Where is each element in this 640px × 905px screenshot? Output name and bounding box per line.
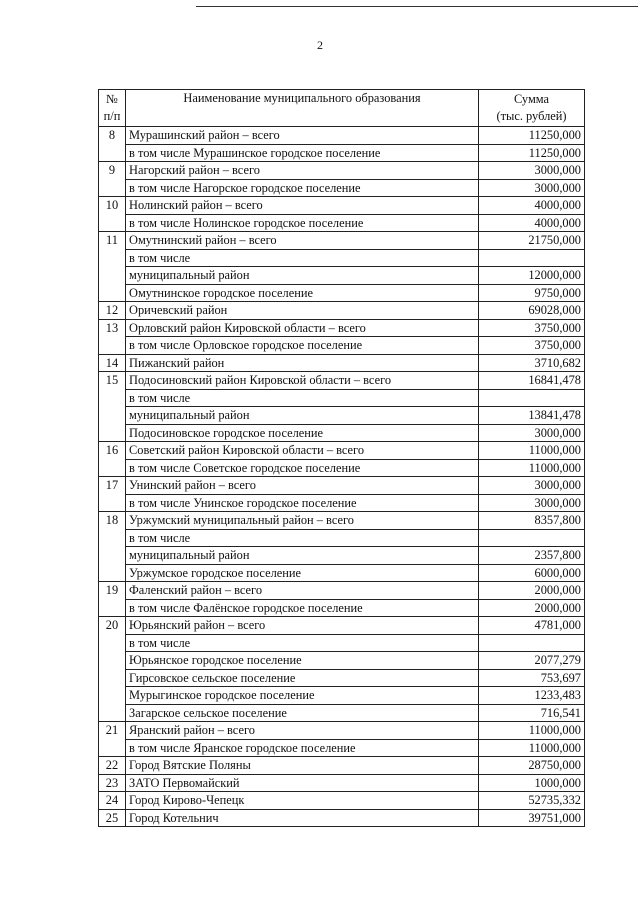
- row-name: в том числе Орловское городское поселение: [126, 337, 479, 355]
- row-number: [99, 704, 126, 722]
- row-number: 9: [99, 162, 126, 180]
- row-name: в том числе Советское городское поселение: [126, 459, 479, 477]
- table-row: [99, 319, 585, 337]
- table-row: [99, 337, 585, 355]
- row-sum: [479, 634, 585, 652]
- table-row: [99, 599, 585, 617]
- table-row: [99, 547, 585, 565]
- table-row: [99, 494, 585, 512]
- row-name: Город Вятские Поляны: [126, 757, 479, 775]
- row-number: 13: [99, 319, 126, 337]
- table-row: [99, 704, 585, 722]
- table-header-row: [99, 90, 585, 127]
- row-number: [99, 179, 126, 197]
- row-number: [99, 214, 126, 232]
- row-sum: 4781,000: [479, 617, 585, 635]
- row-sum: 8357,800: [479, 512, 585, 530]
- row-number: 24: [99, 792, 126, 810]
- row-name: Фаленский район – всего: [126, 582, 479, 600]
- row-sum: [479, 249, 585, 267]
- row-name: в том числе: [126, 249, 479, 267]
- row-number: [99, 389, 126, 407]
- row-number: [99, 407, 126, 425]
- row-sum: 11000,000: [479, 722, 585, 740]
- row-name: в том числе Нолинское городское поселение: [126, 214, 479, 232]
- row-number: 11: [99, 232, 126, 250]
- budget-table: [98, 89, 585, 827]
- row-name: Омутнинское городское поселение: [126, 284, 479, 302]
- row-name: Загарское сельское поселение: [126, 704, 479, 722]
- table-row: [99, 512, 585, 530]
- table-row: [99, 372, 585, 390]
- row-sum: 3000,000: [479, 424, 585, 442]
- row-sum: 3000,000: [479, 477, 585, 495]
- header-number-line1: №: [106, 92, 118, 106]
- row-name: Подосиновский район Кировской области – всего: [126, 372, 479, 390]
- row-number: 8: [99, 127, 126, 145]
- header-sum: [479, 90, 585, 127]
- table-row: [99, 249, 585, 267]
- table-row: [99, 424, 585, 442]
- row-number: 23: [99, 774, 126, 792]
- row-name: в том числе Нагорское городское поселение: [126, 179, 479, 197]
- table-row: [99, 214, 585, 232]
- row-name: в том числе: [126, 529, 479, 547]
- row-name: Нагорский район – всего: [126, 162, 479, 180]
- table-row: [99, 757, 585, 775]
- row-name: Советский район Кировской области – всего: [126, 442, 479, 460]
- row-sum: 16841,478: [479, 372, 585, 390]
- row-sum: 1000,000: [479, 774, 585, 792]
- row-sum: 39751,000: [479, 809, 585, 827]
- table-row: [99, 739, 585, 757]
- row-sum: 11000,000: [479, 459, 585, 477]
- row-name: Город Кирово-Чепецк: [126, 792, 479, 810]
- row-number: [99, 249, 126, 267]
- row-sum: 2077,279: [479, 652, 585, 670]
- row-number: 14: [99, 354, 126, 372]
- row-name: Уржумский муниципальный район – всего: [126, 512, 479, 530]
- table-row: [99, 529, 585, 547]
- row-number: 20: [99, 617, 126, 635]
- row-name: в том числе Фалёнское городское поселение: [126, 599, 479, 617]
- row-sum: [479, 389, 585, 407]
- row-name: Оричевский район: [126, 302, 479, 320]
- row-number: [99, 529, 126, 547]
- row-name: ЗАТО Первомайский: [126, 774, 479, 792]
- row-number: 21: [99, 722, 126, 740]
- row-number: [99, 459, 126, 477]
- table-row: [99, 232, 585, 250]
- row-sum: 52735,332: [479, 792, 585, 810]
- row-sum: 69028,000: [479, 302, 585, 320]
- row-sum: 716,541: [479, 704, 585, 722]
- table-body: [99, 127, 585, 827]
- row-name: муниципальный район: [126, 407, 479, 425]
- table-row: [99, 284, 585, 302]
- row-number: [99, 739, 126, 757]
- row-name: в том числе: [126, 389, 479, 407]
- row-sum: 21750,000: [479, 232, 585, 250]
- row-number: [99, 634, 126, 652]
- row-sum: 9750,000: [479, 284, 585, 302]
- row-sum: 753,697: [479, 669, 585, 687]
- header-sum-line2: (тыс. рублей): [496, 109, 567, 123]
- top-rule: [196, 6, 638, 7]
- header-name: Наименование муниципального образования: [126, 90, 479, 127]
- page-number: 2: [317, 38, 323, 52]
- table-row: [99, 564, 585, 582]
- row-number: [99, 267, 126, 285]
- row-number: [99, 599, 126, 617]
- table-row: [99, 442, 585, 460]
- table-row: [99, 774, 585, 792]
- row-sum: 6000,000: [479, 564, 585, 582]
- row-name: в том числе Мурашинское городское поселение: [126, 144, 479, 162]
- table-row: [99, 634, 585, 652]
- row-name: Мурыгинское городское поселение: [126, 687, 479, 705]
- row-sum: 3000,000: [479, 162, 585, 180]
- row-number: 16: [99, 442, 126, 460]
- table-row: [99, 197, 585, 215]
- table-row: [99, 162, 585, 180]
- row-name: Юрьянское городское поселение: [126, 652, 479, 670]
- row-name: Юрьянский район – всего: [126, 617, 479, 635]
- row-name: Гирсовское сельское поселение: [126, 669, 479, 687]
- row-number: 17: [99, 477, 126, 495]
- row-sum: 1233,483: [479, 687, 585, 705]
- row-sum: 11000,000: [479, 442, 585, 460]
- header-number: [99, 90, 126, 127]
- table-row: [99, 687, 585, 705]
- row-number: [99, 547, 126, 565]
- row-sum: 2000,000: [479, 599, 585, 617]
- table-row: [99, 722, 585, 740]
- row-name: муниципальный район: [126, 267, 479, 285]
- row-name: Нолинский район – всего: [126, 197, 479, 215]
- table-row: [99, 179, 585, 197]
- row-name: Уржумское городское поселение: [126, 564, 479, 582]
- row-number: 19: [99, 582, 126, 600]
- table-row: [99, 459, 585, 477]
- row-number: [99, 669, 126, 687]
- table-row: [99, 652, 585, 670]
- row-name: Унинский район – всего: [126, 477, 479, 495]
- row-number: 12: [99, 302, 126, 320]
- table-row: [99, 302, 585, 320]
- row-number: [99, 424, 126, 442]
- table-row: [99, 144, 585, 162]
- row-number: 18: [99, 512, 126, 530]
- table-row: [99, 477, 585, 495]
- row-sum: 2000,000: [479, 582, 585, 600]
- table-row: [99, 389, 585, 407]
- row-number: 10: [99, 197, 126, 215]
- row-sum: 28750,000: [479, 757, 585, 775]
- table-row: [99, 267, 585, 285]
- table-row: [99, 582, 585, 600]
- row-sum: 3710,682: [479, 354, 585, 372]
- row-sum: 11000,000: [479, 739, 585, 757]
- row-sum: 3750,000: [479, 337, 585, 355]
- row-name: в том числе Яранское городское поселение: [126, 739, 479, 757]
- row-sum: 3000,000: [479, 179, 585, 197]
- table-row: [99, 792, 585, 810]
- row-number: [99, 337, 126, 355]
- row-name: Пижанский район: [126, 354, 479, 372]
- row-sum: 2357,800: [479, 547, 585, 565]
- row-sum: [479, 529, 585, 547]
- table-row: [99, 669, 585, 687]
- row-number: [99, 144, 126, 162]
- row-number: 25: [99, 809, 126, 827]
- row-sum: 4000,000: [479, 197, 585, 215]
- row-number: [99, 687, 126, 705]
- row-sum: 3750,000: [479, 319, 585, 337]
- row-name: Город Котельнич: [126, 809, 479, 827]
- table-row: [99, 407, 585, 425]
- row-number: 15: [99, 372, 126, 390]
- row-name: Мурашинский район – всего: [126, 127, 479, 145]
- row-number: [99, 494, 126, 512]
- row-sum: 11250,000: [479, 144, 585, 162]
- header-sum-line1: Сумма: [513, 92, 550, 106]
- row-name: Омутнинский район – всего: [126, 232, 479, 250]
- row-name: муниципальный район: [126, 547, 479, 565]
- row-name: Яранский район – всего: [126, 722, 479, 740]
- row-name: Подосиновское городское поселение: [126, 424, 479, 442]
- header-number-line2: п/п: [103, 109, 121, 123]
- row-number: [99, 284, 126, 302]
- row-sum: 3000,000: [479, 494, 585, 512]
- row-sum: 4000,000: [479, 214, 585, 232]
- row-name: Орловский район Кировской области – всего: [126, 319, 479, 337]
- row-name: в том числе: [126, 634, 479, 652]
- table-row: [99, 617, 585, 635]
- row-sum: 12000,000: [479, 267, 585, 285]
- table-row: [99, 354, 585, 372]
- row-number: 22: [99, 757, 126, 775]
- row-name: в том числе Унинское городское поселение: [126, 494, 479, 512]
- table-row: [99, 809, 585, 827]
- row-sum: 11250,000: [479, 127, 585, 145]
- row-number: [99, 652, 126, 670]
- row-sum: 13841,478: [479, 407, 585, 425]
- row-number: [99, 564, 126, 582]
- table-row: [99, 127, 585, 145]
